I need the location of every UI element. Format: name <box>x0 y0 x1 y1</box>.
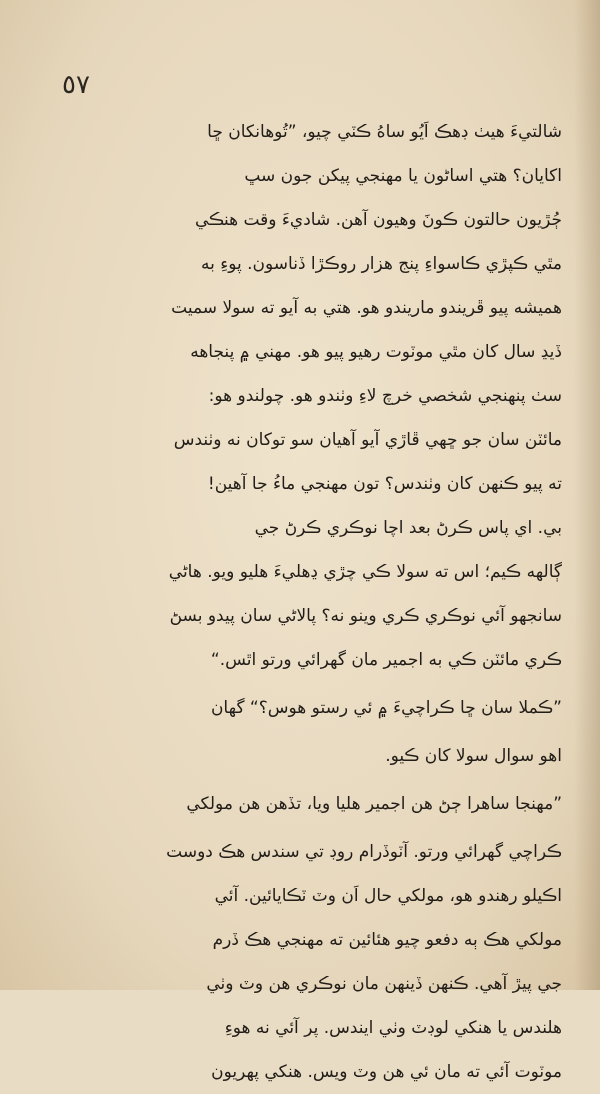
text-line: موٽوت آئي ته مان ئي هن وٽ ويس. هنکي پهريون <box>211 1062 562 1082</box>
text-line: بي. اي پاس ڪرڻ بعد اچا نوڪري ڪرڻ جي <box>254 518 562 538</box>
text-line: ”مهنجا ساهرا ڄڻ هن اجمير هليا ويا، تڏهن هن مولکي <box>186 794 562 814</box>
text-line: جي پيڙ آهي. ڪنهن ڏينهن مان نوڪري هن وٽ وٺي <box>206 974 562 994</box>
text-line: ڪراچي گهرائي ورتو. آٽوڏرام روڊ تي سندس هڪ دوست <box>166 842 562 862</box>
text-line: سٺ پنهنجي شخصي خرچ لاءِ وٺندو هو. چولندو هو: <box>208 386 562 406</box>
page-gutter-shadow <box>574 0 600 990</box>
page-number: ٥٧ <box>62 70 90 100</box>
text-line: شالتيءَ هيٺ ڊهڪ اَيُو ساهُ ڪٽي چيو، ”تُوهانکان ڇا <box>207 122 562 142</box>
text-line: اکايان؟ هتي اساڻون يا مهنجي پيکن جون سڀ <box>244 166 562 186</box>
text-line: مولکي هڪ ٻه دفعو چيو هئائين ته مهنجي هڪ ڏرم <box>212 930 562 950</box>
text-line: ”ڪملا سان ڇا ڪراچيءَ ۾ ئي رستو هوس؟“ گهان <box>210 698 562 718</box>
text-line: ڄُڙيون حالتون ڪونَ وهيون آهن. شاديءَ وقت هنڪي <box>195 210 562 230</box>
text-line: هميشه پيو ڦريندو ماريندو هو. هتي به آيو ته سولا سميت <box>171 298 562 318</box>
text-line: هلندس يا هنکي لوڊٽ وٺي ايندس. پر آئي نه هوءِ <box>224 1018 562 1038</box>
text-line: ڪري مائٽن ڪي به اجمير مان گهرائي ورتو اٿس.“ <box>210 650 562 670</box>
text-line: ڏيڍ سال کان مٿي موٽوت رهيو پيو هو. مهني ۾ پنجاهه <box>190 342 562 362</box>
body-text <box>32 110 562 1094</box>
text-line: اهو سوال سولا کان ڪيو. <box>385 746 562 766</box>
text-line: مائٽن سان جو ڇهي ڦاڙي آيو آهيان سو توکان نه وٺندس <box>173 430 562 450</box>
text-line: اڪيلو رهندو هو، مولکي حال اَن وٽ ٽڪايائين. آئي <box>214 886 562 906</box>
text-line: ڳالهه ڪيم؛ اس ته سولا ڪي چڙي ڍهليءَ هليو ويو. هاڻي <box>168 562 562 582</box>
text-line: سانجهو آئي نوڪري ڪري وينو نه؟ پالاڻي سان پيدو بسڻ <box>169 606 562 626</box>
text-line: ته پيو ڪنهن کان وٺندس؟ تون مهنجي ماءُ جا آهين! <box>207 474 562 494</box>
text-line: مٿي ڪپڙي ڪاسواءِ پنج هزار روڪڙا ڏناسون. پوءِ به <box>200 254 562 274</box>
